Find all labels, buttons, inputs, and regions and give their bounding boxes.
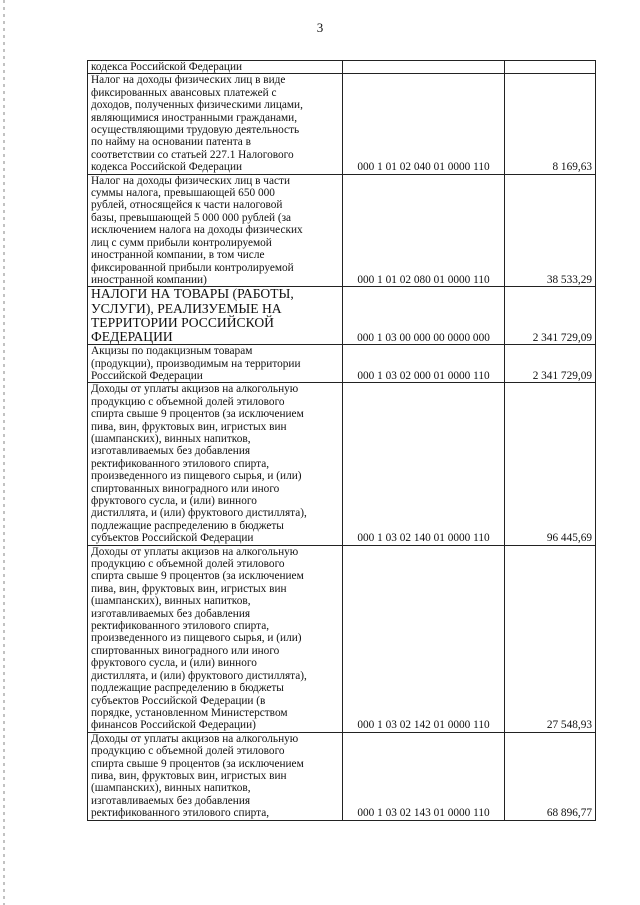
row-amount: 8 169,63 bbox=[505, 74, 596, 174]
row-code: 000 1 01 02 040 01 0000 110 bbox=[343, 74, 505, 174]
row-code: 000 1 03 02 000 01 0000 110 bbox=[343, 345, 505, 383]
table-row bbox=[88, 74, 596, 174]
row-amount bbox=[505, 61, 596, 74]
row-name-cell bbox=[88, 545, 343, 732]
row-code bbox=[343, 61, 505, 74]
row-code: 000 1 03 00 000 00 0000 000 bbox=[343, 287, 505, 345]
row-name: Доходы от уплаты акцизов на алкогольную продукцию с объемной долей этилового спирта свыше 9 процентов (за исключением пива, вин, фруктовых вин, игристых вин (шампанских), винных напитков, изготавливаемых без добавления ректификованного этилового спирта, произведенного из пищевого сырья, и (или) спиртованных виноградного или иного фруктового сусла, и (или) винного дистиллята, и (или) фруктового дистиллята), подлежащие распределению в бюджеты субъектов Российской Федерации bbox=[91, 383, 307, 545]
row-amount: 96 445,69 bbox=[505, 383, 596, 545]
table-row bbox=[88, 732, 596, 820]
row-name: Налог на доходы физических лиц в виде фиксированных авансовых платежей с доходов, полученных физическими лицами, являющимися иностранными гражданами, осуществляющими трудовую деятельность по найму на основании патента в соответствии со статьей 227.1 Налогового кодекса Российской Федерации bbox=[91, 74, 303, 174]
row-amount: 2 341 729,09 bbox=[505, 287, 596, 345]
row-code: 000 1 03 02 143 01 0000 110 bbox=[343, 732, 505, 820]
row-code: 000 1 03 02 142 01 0000 110 bbox=[343, 545, 505, 732]
row-name: Налог на доходы физических лиц в части суммы налога, превышающей 650 000 рублей, относящейся к части налоговой базы, превышающей 5 000 000 рублей (за исключением налога на доходы физических лиц с сумм прибыли контролируемой иностранной компании, в том числе фиксированной прибыли контролируемой иностранной компании) bbox=[91, 174, 303, 286]
row-name: кодекса Российской Федерации bbox=[91, 61, 243, 73]
table-row bbox=[88, 287, 596, 345]
row-name-cell bbox=[88, 61, 343, 74]
row-amount: 27 548,93 bbox=[505, 545, 596, 732]
table-row bbox=[88, 345, 596, 383]
row-amount: 2 341 729,09 bbox=[505, 345, 596, 383]
row-name-cell bbox=[88, 345, 343, 383]
row-amount: 38 533,29 bbox=[505, 174, 596, 287]
table-row bbox=[88, 545, 596, 732]
table-row bbox=[88, 174, 596, 287]
table-row bbox=[88, 383, 596, 545]
row-amount: 68 896,77 bbox=[505, 732, 596, 820]
section-heading: НАЛОГИ НА ТОВАРЫ (РАБОТЫ, УСЛУГИ), РЕАЛИЗУЕМЫЕ НА ТЕРРИТОРИИ РОССИЙСКОЙ ФЕДЕРАЦИИ bbox=[91, 286, 294, 344]
row-name-cell bbox=[88, 74, 343, 174]
row-name: Доходы от уплаты акцизов на алкогольную продукцию с объемной долей этилового спирта свыше 9 процентов (за исключением пива, вин, фруктовых вин, игристых вин (шампанских), винных напитков, изготавливаемых без добавления ректификованного этилового спирта, bbox=[91, 732, 304, 820]
row-name: Доходы от уплаты акцизов на алкогольную продукцию с объемной долей этилового спирта свыше 9 процентов (за исключением пива, вин, фруктовых вин, игристых вин (шампанских), винных напитков, изготавливаемых без добавления ректификованного этилового спирта, произведенного из пищевого сырья, и (или) спиртованных виноградного или иного фруктового сусла, и (или) винного дистиллята, и (или) фруктового дистиллята), подлежащие распределению в бюджеты субъектов Российской Федерации (в порядке, установленном Министерством финансов Российской Федерации) bbox=[91, 545, 307, 732]
row-name-cell bbox=[88, 174, 343, 287]
row-name: Акцизы по подакцизным товарам (продукции), производимым на территории Российской Федерации bbox=[91, 345, 301, 382]
row-name-cell bbox=[88, 287, 343, 345]
table-row bbox=[88, 61, 596, 74]
revenue-table bbox=[87, 60, 596, 821]
row-name-cell bbox=[88, 383, 343, 545]
row-code: 000 1 01 02 080 01 0000 110 bbox=[343, 174, 505, 287]
row-name-cell bbox=[88, 732, 343, 820]
page-number: 3 bbox=[316, 20, 324, 35]
row-code: 000 1 03 02 140 01 0000 110 bbox=[343, 383, 505, 545]
scan-edge bbox=[3, 0, 5, 905]
